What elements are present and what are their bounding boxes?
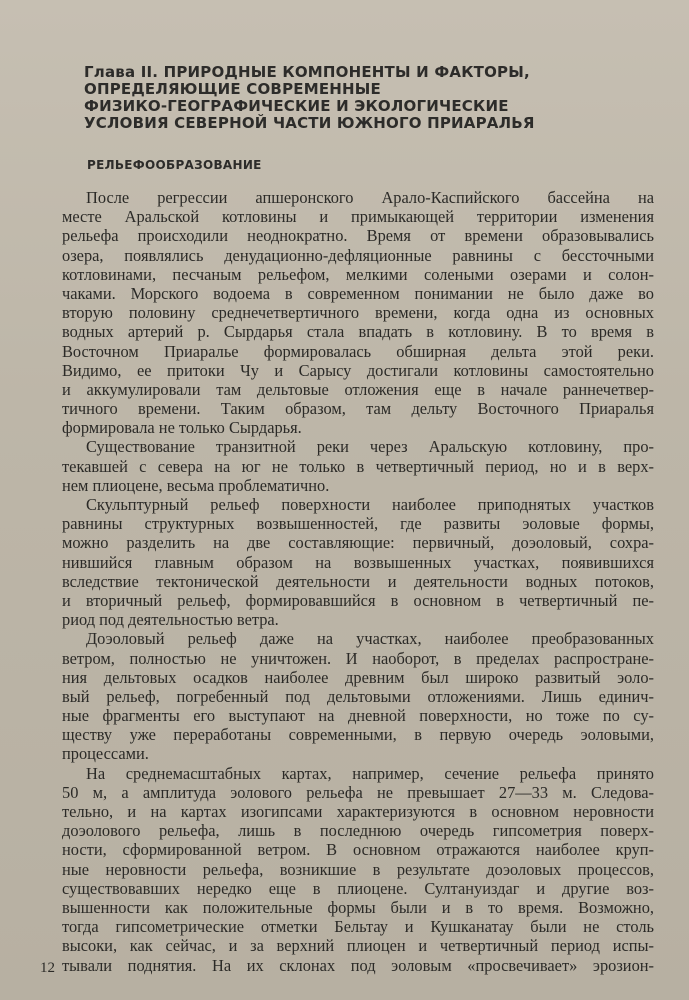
text-line: процессами. [62,744,149,764]
text-line: После регрессии апшеронского Арало-Каспийского бассейна на [86,188,654,207]
text-line: нившийся главным образом на возвышенных участках, появившихся [62,552,654,572]
text-line: вследствие тектонической деятельности и деятельности водных потоков, [62,571,654,591]
text-line: формировала не только Сырдарья. [62,418,302,438]
text-line: ния дельтовых осадков наиболее древним был широко развитый эоло- [62,667,654,687]
text-line: и аккумулировали там дельтовые отложения еще в начале раннечетвер- [62,379,654,399]
text-line: можно разделить на две составляющие: первичный, доэоловый, сохра- [62,533,654,553]
text-line: риод под деятельностью ветра. [62,610,279,630]
chapter-heading-line: Глава II. ПРИРОДНЫЕ КОМПОНЕНТЫ И ФАКТОРЫ, [84,63,530,81]
text-line: вый рельеф, погребенный под дельтовыми отложениями. Лишь единич- [62,686,654,706]
text-line: высоки, как сейчас, и за верхний плиоцен и четвертичный период испы- [62,936,654,956]
text-line: вторую половину среднечетвертичного времени, когда одна из основных [62,303,654,323]
text-line: текавшей с севера на юг не только в четвертичный период, но и в верх- [62,456,654,476]
text-line: 50 м, а амплитуда эолового рельефа не превышает 27—33 м. Следова- [62,782,654,802]
text-line: ности, сформированной ветром. В основном отражаются наиболее круп- [62,840,654,860]
text-line: чаками. Морского водоема в современном понимании не было даже во [62,283,654,303]
body-text [62,188,654,975]
text-line: вышенности как положительные формы были и в то время. Возможно, [62,897,654,917]
text-line: На среднемасштабных картах, например, сечение рельефа принято [86,763,654,783]
chapter-heading [84,64,624,132]
chapter-heading-line: ОПРЕДЕЛЯЮЩИЕ СОВРЕМЕННЫЕ [84,80,381,98]
paragraph [62,188,654,437]
text-line: тельно, и на картах изогипсами характеризуются в основном неровности [62,802,654,821]
chapter-heading-line: ФИЗИКО-ГЕОГРАФИЧЕСКИЕ И ЭКОЛОГИЧЕСКИЕ [84,97,509,115]
text-line: тогда гипсометрические отметки Бельтау и Кушканатау были не столь [62,917,654,937]
text-line: озера, появлялись денудационно-дефляционные равнины с бессточными [62,245,654,265]
text-line: ные неровности рельефа, возникшие в результате доэоловых процессов, [62,859,654,879]
text-line: равнины структурных возвышенностей, где развиты эоловые формы, [62,514,654,534]
text-line: тичного времени. Таким образом, там дельту Восточного Приаралья [62,399,654,419]
chapter-heading-line: УСЛОВИЯ СЕВЕРНОЙ ЧАСТИ ЮЖНОГО ПРИАРАЛЬЯ [84,114,535,132]
page-number: 12 [40,960,55,976]
section-title: РЕЛЬЕФООБРАЗОВАНИЕ [87,158,262,172]
paragraph [62,495,654,629]
text-line: существовавших нередко еще в плиоцене. Султануиздаг и другие воз- [62,878,654,898]
text-line: тывали поднятия. На их склонах под эоловым «просвечивает» эрозион- [62,955,654,975]
text-line: Восточном Приаралье формировалась обширная дельта этой реки. [62,341,654,361]
text-line: и вторичный рельеф, формировавшийся в основном в четвертичный пе- [62,590,654,610]
text-line: рельефа происходили неоднократно. Время от времени образовывались [62,226,654,246]
text-line: водных артерий р. Сырдарья стала впадать в котловину. В то время в [62,322,654,342]
text-line: месте Аральской котловины и примыкающей территории изменения [62,207,654,227]
text-line: Видимо, ее притоки Чу и Сарысу достигали котловины самостоятельно [62,360,654,380]
text-line: ществу уже переработаны современными, в первую очередь эоловыми, [62,725,654,745]
text-line: ветром, полностью не уничтожен. И наоборот, в пределах распростране- [62,648,654,668]
paragraph [62,437,654,495]
paragraph [62,764,654,975]
text-line: доэолового рельефа, лишь в последнюю очередь гипсометрия поверх- [62,821,654,841]
text-line: нем плиоцене, весьма проблематично. [62,475,330,495]
text-line: Скульптурный рельеф поверхности наиболее приподнятых участков [86,495,654,514]
text-line: ные фрагменты его выступают на дневной поверхности, но тоже по су- [62,706,654,726]
paragraph [62,629,654,763]
text-line: Доэоловый рельеф даже на участках, наиболее преобразованных [86,629,654,649]
text-line: котловинами, песчаным рельефом, мелкими солеными озерами и солон- [62,264,654,284]
text-line: Существование транзитной реки через Аральскую котловину, про- [86,437,654,457]
